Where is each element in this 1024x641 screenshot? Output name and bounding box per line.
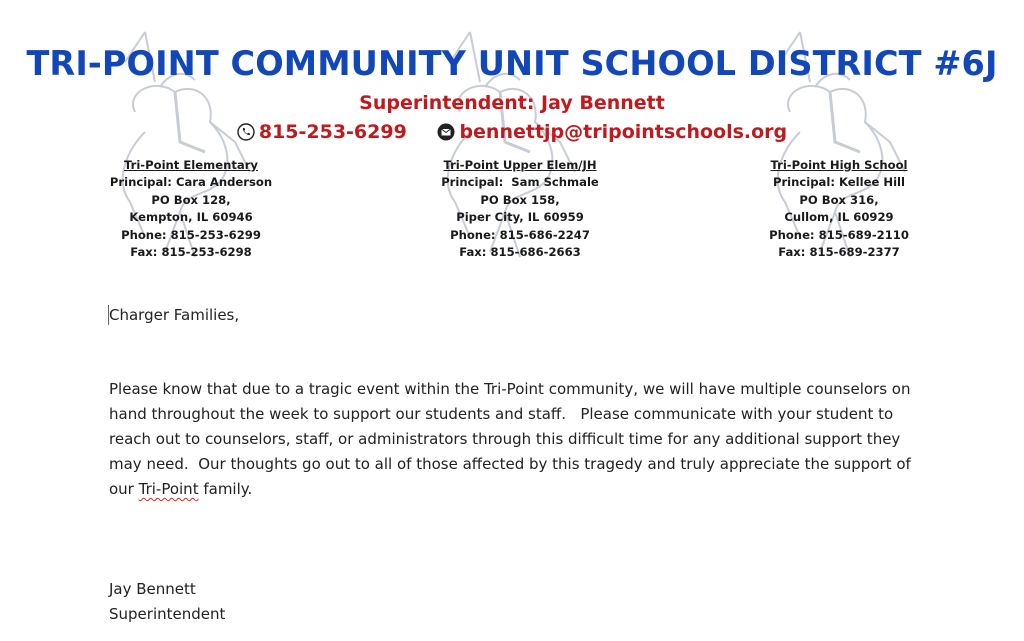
- school-name: Tri-Point Upper Elem/JH: [443, 158, 597, 172]
- school-principal: Principal: Sam Schmale: [441, 175, 599, 190]
- letter-greeting[interactable]: Charger Families,: [109, 306, 240, 324]
- school-block-high-school: [734, 157, 944, 261]
- school-city: Cullom, IL 60929: [784, 210, 894, 225]
- signature-title[interactable]: Superintendent: [109, 605, 226, 623]
- phone-icon: [237, 123, 255, 141]
- school-name: Tri-Point High School: [770, 158, 908, 172]
- envelope-icon: [437, 123, 455, 141]
- school-po-box: PO Box 158,: [480, 192, 560, 207]
- letter-paragraph[interactable]: [109, 377, 929, 502]
- contact-line: [0, 121, 1024, 146]
- school-po-box: PO Box 128,: [151, 192, 231, 207]
- school-block-upper-elem: [415, 157, 625, 261]
- school-po-box: PO Box 316,: [799, 192, 879, 207]
- superintendent-email[interactable]: bennettjp@tripointschools.org: [459, 121, 788, 143]
- school-fax: Fax: 815-689-2377: [778, 245, 900, 260]
- signature-name[interactable]: Jay Bennett: [109, 580, 196, 598]
- school-fax: Fax: 815-253-6298: [130, 245, 252, 260]
- school-principal: Principal: Cara Anderson: [109, 175, 273, 190]
- school-block-elementary: [86, 157, 296, 261]
- school-phone: Phone: 815-686-2247: [450, 227, 590, 242]
- paragraph-text: Please know that due to a tragic event within the Tri-Point community, we will have multiple counselors on hand throughout the week to support our students and staff. Please communicate with your student to reach out to counselors, staff, or administrators through this difficult time for any additional support they may need. Our thoughts go out to all of those affected by this tragedy and truly appreciate the support of our: [109, 380, 916, 498]
- school-city: Piper City, IL 60959: [456, 210, 584, 225]
- school-phone: Phone: 815-253-6299: [121, 227, 261, 242]
- school-name: Tri-Point Elementary: [123, 158, 258, 172]
- school-fax: Fax: 815-686-2663: [459, 245, 581, 260]
- superintendent-phone: 815-253-6299: [258, 121, 407, 143]
- paragraph-text-end: family.: [198, 480, 253, 498]
- school-city: Kempton, IL 60946: [129, 210, 253, 225]
- school-principal: Principal: Kellee Hill: [772, 175, 906, 190]
- superintendent-line: Superintendent: Jay Bennett: [359, 92, 665, 114]
- district-title: TRI-POINT COMMUNITY UNIT SCHOOL DISTRICT #6J: [26, 44, 998, 83]
- spellcheck-flagged-word[interactable]: Tri-Point: [138, 480, 199, 498]
- school-phone: Phone: 815-689-2110: [769, 227, 909, 242]
